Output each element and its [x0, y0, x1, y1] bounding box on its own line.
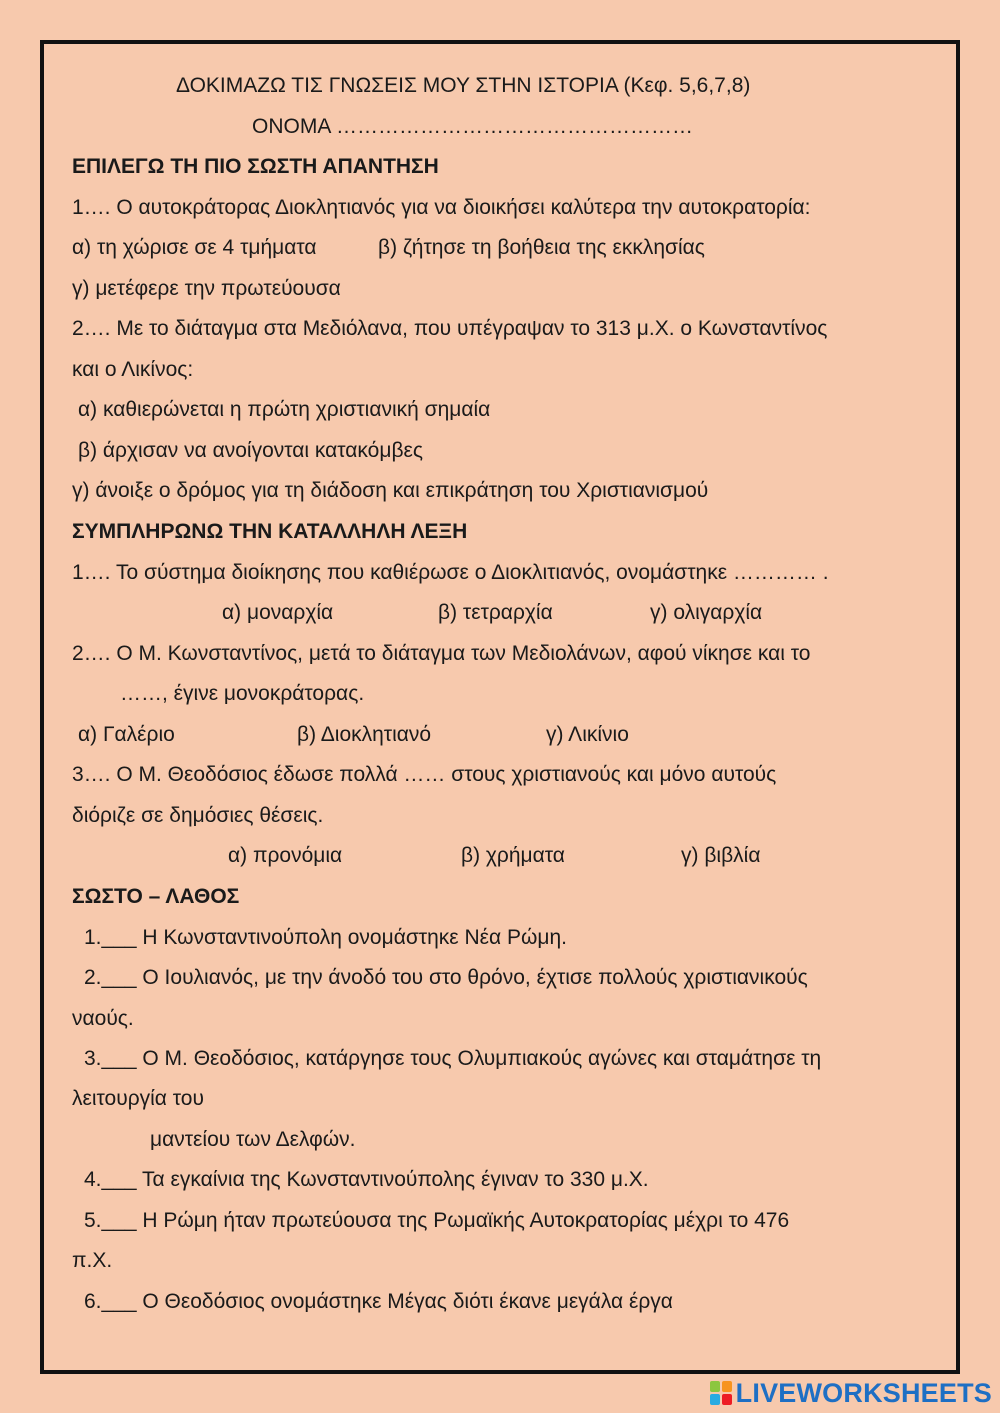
answer-option[interactable]: γ) Λικίνιο [546, 723, 629, 746]
section-heading-true-false: ΣΩΣΤΟ – ΛΑΘΟΣ [72, 885, 240, 908]
answer-option[interactable]: α) μοναρχία [222, 601, 334, 624]
answer-option[interactable]: β) Διοκλητιανό [297, 723, 432, 746]
liveworksheets-brand-text: LIVEWORKSHEETS [735, 1377, 992, 1408]
statement-continuation: μαντείου των Δελφών. [150, 1128, 356, 1151]
statement-item[interactable]: 2.___ Ο Ιουλιανός, με την άνοδό του στο θρόνο, έχτισε πολλούς χριστιανικούς [84, 966, 808, 989]
statement-item[interactable]: 3.___ Ο Μ. Θεοδόσιος, κατάργησε τους Ολυμπιακούς αγώνες και σταμάτησε τη [84, 1047, 822, 1070]
statement-item[interactable]: 1.___ Η Κωνσταντινούπολη ονομάστηκε Νέα Ρώμη. [84, 926, 567, 949]
answer-option[interactable]: β) τετραρχία [438, 601, 553, 624]
worksheet-title: ΔΟΚΙΜΑΖΩ ΤΙΣ ΓΝΩΣΕΙΣ ΜΟΥ ΣΤΗΝ ΙΣΤΟΡΙΑ (Κεφ. 5,6,7,8) [176, 74, 751, 97]
answer-option[interactable]: β) ζήτησε τη βοήθεια της εκκλησίας [378, 236, 705, 259]
statement-item[interactable]: 6.___ Ο Θεοδόσιος ονομάστηκε Μέγας διότι έκανε μεγάλα έργα [84, 1290, 673, 1313]
liveworksheets-logo-icon [710, 1381, 732, 1405]
section-heading-choose: ΕΠΙΛΕΓΩ ΤΗ ΠΙΟ ΣΩΣΤΗ ΑΠΑΝΤΗΣΗ [72, 155, 439, 178]
section-heading-fill: ΣΥΜΠΛΗΡΩΝΩ ΤΗΝ ΚΑΤΑΛΛΗΛΗ ΛΕΞΗ [72, 520, 468, 543]
answer-option[interactable]: β) άρχισαν να ανοίγονται κατακόμβες [78, 439, 424, 462]
statement-item[interactable]: 5.___ Η Ρώμη ήταν πρωτεύουσα της Ρωμαϊκής Αυτοκρατορίας μέχρι το 476 [84, 1209, 790, 1232]
answer-option[interactable]: γ) άνοιξε ο δρόμος για τη διάδοση και επικράτηση του Χριστιανισμού [72, 479, 709, 502]
question-text: 3…. Ο Μ. Θεοδόσιος έδωσε πολλά …… στους χριστιανούς και μόνο αυτούς [72, 763, 777, 786]
question-text: 1…. Το σύστημα διοίκησης που καθιέρωσε ο Διοκλιτιανός, ονομάστηκε ………… . [72, 561, 829, 584]
question-text: 2…. Ο Μ. Κωνσταντίνος, μετά το διάταγμα των Μεδιολάνων, αφού νίκησε και το [72, 642, 811, 665]
question-text: 1…. Ο αυτοκράτορας Διοκλητιανός για να διοικήσει καλύτερα την αυτοκρατορία: [72, 196, 811, 219]
question-text: 2…. Με το διάταγμα στα Μεδιόλανα, που υπέγραψαν το 313 μ.Χ. ο Κωνσταντίνος [72, 317, 828, 340]
statement-continuation: ναούς. [72, 1007, 134, 1030]
answer-option[interactable]: α) καθιερώνεται η πρώτη χριστιανική σημαία [78, 398, 491, 421]
answer-option[interactable]: α) τη χώρισε σε 4 τμήματα [72, 236, 317, 259]
answer-option[interactable]: γ) μετέφερε την πρωτεύουσα [72, 277, 341, 300]
name-field[interactable]: ΟΝΟΜΑ …………………………………………… [252, 115, 694, 138]
answer-option[interactable]: α) προνόμια [228, 844, 343, 867]
question-text: ……, έγινε μονοκράτορας. [120, 682, 365, 705]
liveworksheets-logo [710, 1378, 992, 1408]
statement-continuation: λειτουργία του [72, 1087, 204, 1110]
answer-option[interactable]: γ) βιβλία [681, 844, 761, 867]
question-text: και ο Λικίνος: [72, 358, 194, 381]
statement-item[interactable]: 4.___ Τα εγκαίνια της Κωνσταντινούπολης έγιναν το 330 μ.Χ. [84, 1168, 649, 1191]
answer-option[interactable]: β) χρήματα [461, 844, 565, 867]
answer-option[interactable]: α) Γαλέριο [78, 723, 175, 746]
answer-option[interactable]: γ) ολιγαρχία [650, 601, 763, 624]
question-text: διόριζε σε δημόσιες θέσεις. [72, 804, 324, 827]
statement-continuation: π.Χ. [72, 1249, 113, 1272]
